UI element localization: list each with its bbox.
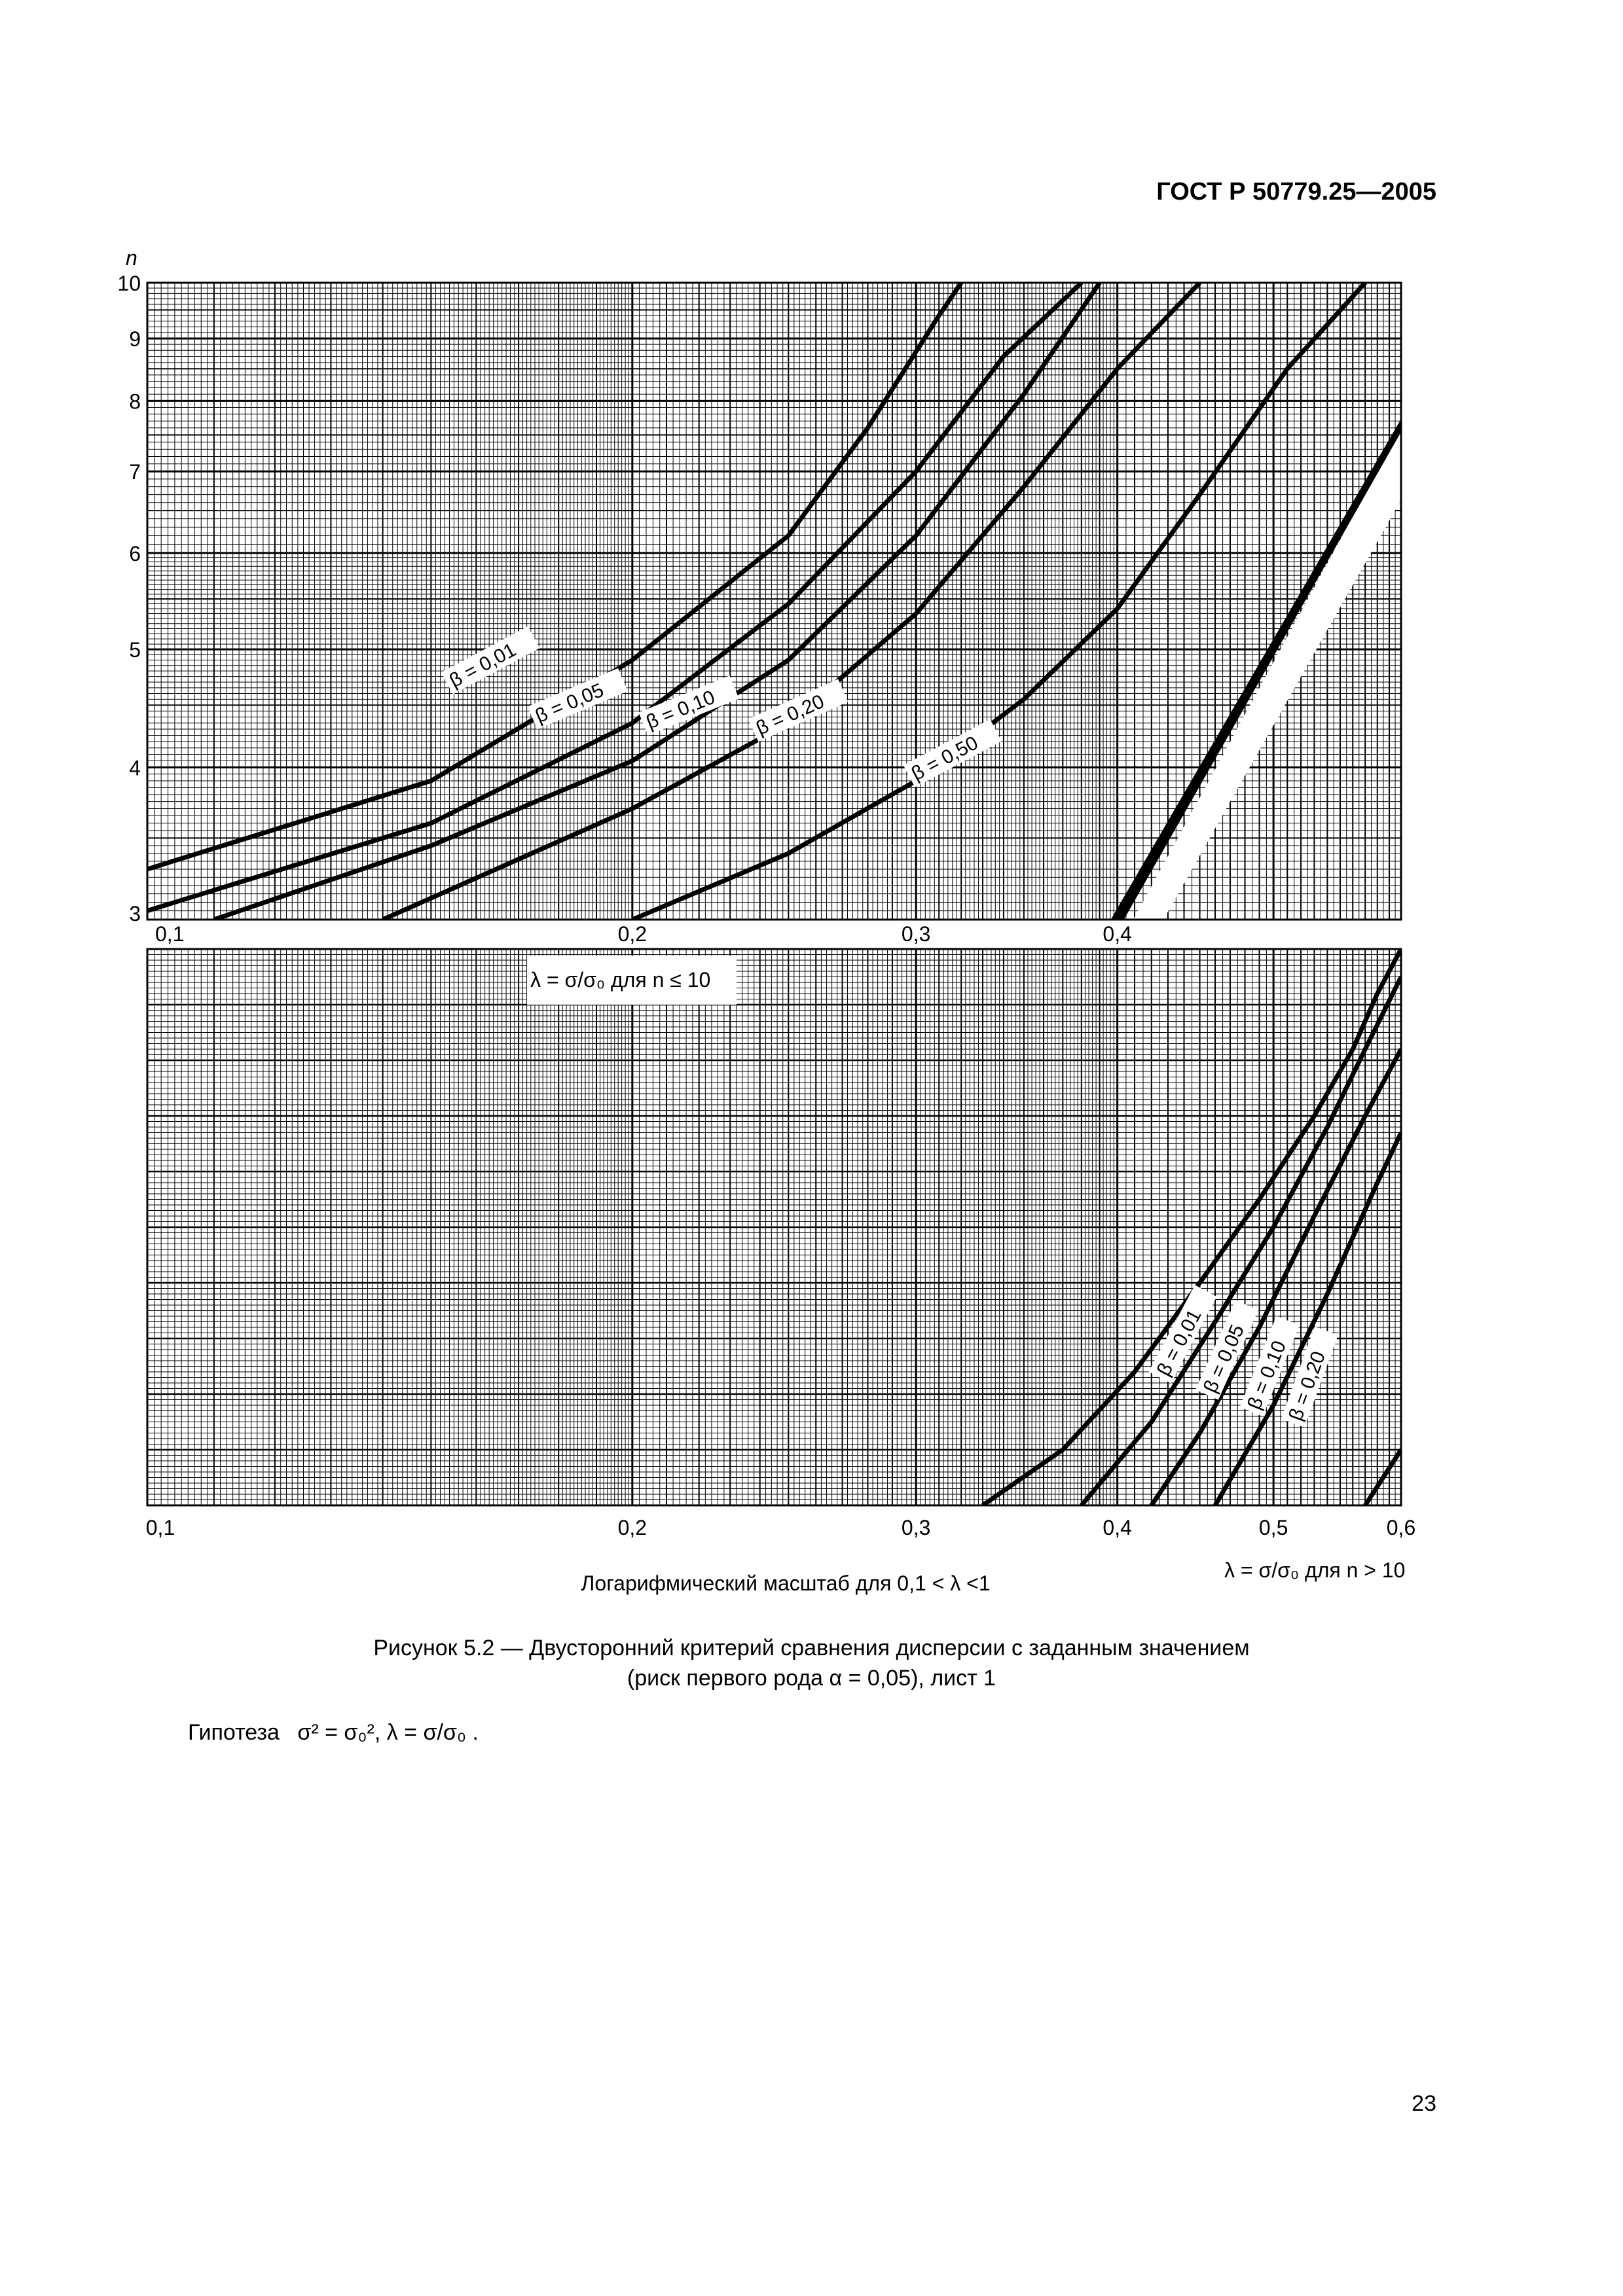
hypothesis-label: Гипотеза xyxy=(188,1720,280,1745)
y-tick-label: 10 xyxy=(117,272,141,295)
y-tick-label: 4 xyxy=(129,756,141,780)
upper-curve-0 xyxy=(147,283,961,869)
y-tick-label: 8 xyxy=(129,389,141,414)
lower-x-tick-label: 0,6 xyxy=(1386,1516,1416,1539)
y-tick-label: 6 xyxy=(129,541,141,565)
upper-x-tick-label: 0,1 xyxy=(155,922,185,946)
diagonal-boundary-line xyxy=(1111,419,1401,920)
figure-caption xyxy=(0,1633,1623,1693)
upper-x-formula: λ = σ/σ₀ для n ≤ 10 xyxy=(530,968,711,992)
lower-x-tick-label: 0,3 xyxy=(901,1516,931,1539)
y-tick-label: 7 xyxy=(129,460,141,484)
caption-line-2: (риск первого рода α = 0,05), лист 1 xyxy=(627,1666,996,1691)
upper-x-tick-label: 0,3 xyxy=(901,922,931,946)
y-tick-label: 9 xyxy=(129,327,141,351)
caption-line-1: Рисунок 5.2 — Двусторонний критерий сравнения дисперсии с заданным значением xyxy=(373,1636,1250,1660)
lower-curve-label-2: β = 0,10 xyxy=(1243,1337,1291,1413)
lower-x-tick-label: 0,5 xyxy=(1258,1516,1288,1539)
lower-x-tick-label: 0,4 xyxy=(1103,1516,1132,1539)
lower-curve-label-0: β = 0,01 xyxy=(1152,1306,1206,1380)
lower-x-tick-label: 0,2 xyxy=(617,1516,647,1539)
upper-x-tick-label: 0,2 xyxy=(617,922,647,946)
upper-curve-label-4: β = 0,50 xyxy=(907,732,982,785)
upper-curve-label-0: β = 0,01 xyxy=(446,639,520,692)
upper-curve-label-3: β = 0,20 xyxy=(753,691,828,740)
lower-curve-label-1: β = 0,05 xyxy=(1199,1321,1249,1396)
panel-separator xyxy=(146,920,1402,949)
lower-x-formula: λ = σ/σ₀ для n > 10 xyxy=(1224,1558,1406,1582)
upper-curve-label-2: β = 0,10 xyxy=(643,686,718,734)
lower-x-axis-label: Логарифмический масштаб для 0,1 < λ <1 xyxy=(581,1571,991,1595)
y-tick-label: 5 xyxy=(129,638,141,662)
y-axis-label: n xyxy=(126,246,137,270)
upper-x-tick-label: 0,4 xyxy=(1103,922,1132,946)
y-tick-label: 3 xyxy=(129,902,141,925)
hypothesis-formula: σ² = σ₀², λ = σ/σ₀ . xyxy=(297,1720,479,1745)
lower-x-tick-label: 0,1 xyxy=(145,1516,175,1539)
upper-curve-label-1: β = 0,05 xyxy=(532,679,607,728)
page-number: 23 xyxy=(1412,2091,1436,2116)
lower-curve-label-3: β = 0,20 xyxy=(1285,1348,1330,1424)
document-header: ГОСТ Р 50779.25—2005 xyxy=(1156,178,1436,206)
hypothesis-line xyxy=(188,1720,479,1746)
